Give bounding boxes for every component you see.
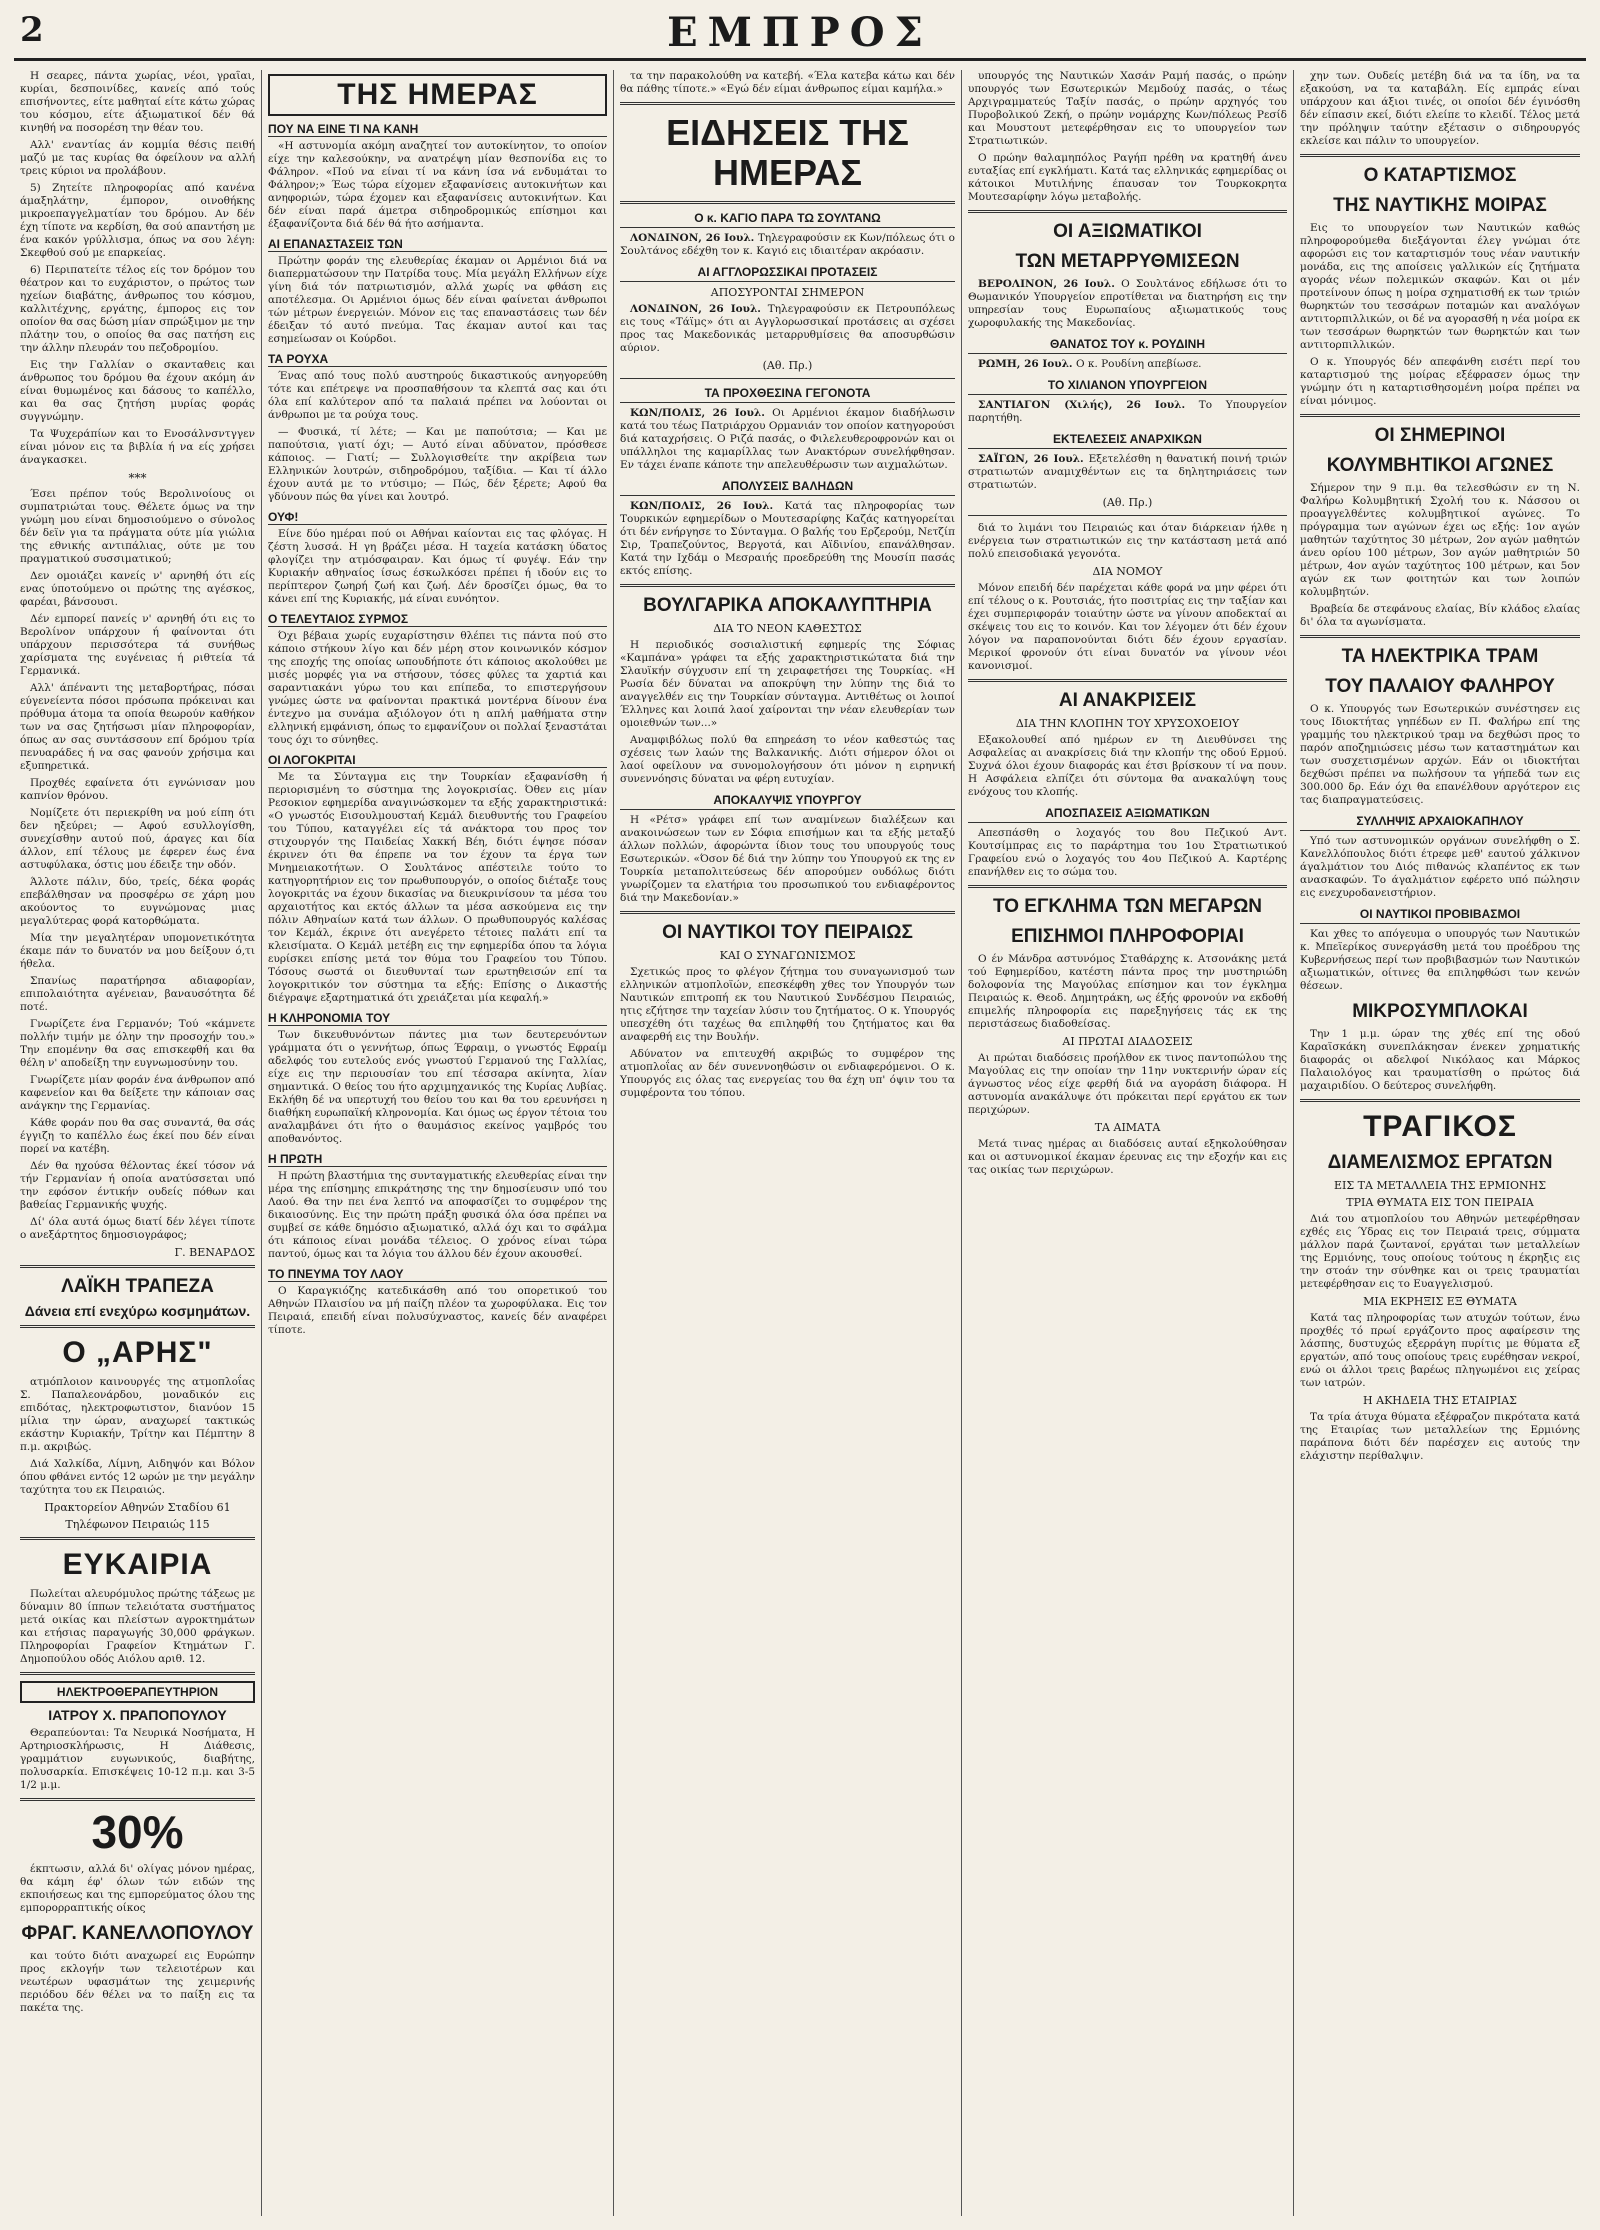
- article-heading: ΤΟ ΠΝΕΥΜΑ ΤΟΥ ΛΑΟΥ: [268, 1267, 607, 1282]
- paragraph: Τα τρία άτυχα θύματα εξέφραζον πικρότατα κατά της Εταιρίας των μεταλλείων της Ερμιόνης παράπονα διότι δέν παρέσχεν εις αυτούς την ελάχιστην περίθαλψιν.: [1300, 1411, 1580, 1462]
- news-heading: ΤΟ ΕΓΚΛΗΜΑ ΤΩΝ ΜΕΓΑΡΩΝ: [992, 896, 1263, 917]
- section-title-tis-imeras: ΤΗΣ ΗΜΕΡΑΣ: [268, 74, 607, 116]
- news-text: Ο Σουλτάνος εδήλωσε ότι το Θωμανικόν Υπουργείον επροτίθεται να διατηρήση εις την υπηρεσίαν τους Ευρωπαίους αξιωματικούς τους χωροφυλακής της Μακεδονίας.: [968, 278, 1287, 329]
- paragraph: Αναμφιβόλως πολύ θα επηρεάση το νέον καθεστώς τας σχέσεις των λαών της Βαλκανικής. Διότι σήμερον όλοι οι λαοί οφείλουν να συνομολογήσουν ότι μόνον η ειρηνική συνεννόησις δύναται να φέρη ευτυχίαν.: [620, 734, 955, 785]
- ad-heading-eukairia: ΕΥΚΑΙΡΙΑ: [62, 1548, 213, 1581]
- paragraph: Η σεαρες, πάντα χωρίας, νέοι, γραΐαι, κυρίαι, δεσποινίδες, κανείς από τούς επισήνοντες, είτε μαθηταί είτε κάτω χώρας του κόσμου, είτε άξιωματικοί δέν θά κινηθή να ποσορέση την θέαν του.: [20, 70, 255, 134]
- news-heading: ΟΙ ΝΑΥΤΙΚΟΙ ΠΡΟΒΙΒΑΣΜΟΙ: [1300, 907, 1580, 924]
- columns: [14, 70, 1586, 2216]
- paragraph: Με τα Σύνταγμα εις την Τουρκίαν εξαφανίσθη ή περιορισμένη το σύστημα της λογοκρισίας. Όθεν εις μίαν Ρεσοκιον εφημερίδα αναγινώσκομεν τα εξής χαρακτηριστικά: «Ο γνωστός Εισουλμουσταή Κεμάλ διευθυντής του Γραφείου του Τύπου, καταγγέλει είς τά ανάκτορα του προς τον στιχουργόν της Παιδείας Χακκή Βέη, διότι έψησε πόσαν έκρινεν ότι θα έπρεπε να τον έχουν τα έργα των Μνημειακοτήτων. Ο Σουλτάνος απέστειλε τούτο το κατηγορητήριον εις τον πρωθυπουργόν, ο οποίος διέταξε τους λογοκριτάς να έχουν δικασίας να διευκρινίσουν τα μέσα του αρχαιοτήτος και εκτός άλλων τα μέσα ασκούμενα εις την πόλιν Αθηναίων κατά των άλλων. Ο πρωθυπουργός καλέσας τον Κεμάλ, έκρινε ότι ανεγέρετο τέτοιες παλάτι επί τα κλεισίματα. Ο Κεμάλ μετέβη εις την εφημερίδα όπου τα λόγια ευρίσκει επίσης μετά τον θύμα του Γραφείου του Τύπου. Τόσους σωστά οι διευθυνταί των ερωτηθεισών επί τα λογοκριτικόν τον σύστημα τα εξής: Επίσης ο Δικαστής διέγραψε εξαρτηματικά ότι χρειάζεται μία κεφαλή.»: [268, 771, 607, 1004]
- ad-office: Πρακτορείον Αθηνών Σταδίου 61: [44, 1501, 231, 1514]
- column-5: [1294, 70, 1586, 2216]
- paragraph: Δεν ομοιάζει κανείς ν' αρνηθή ότι είς ενας ύποτούμενο οι πρώτης της αγέσκος, φαρέαι, βάνσουσι.: [20, 570, 255, 608]
- news-text: Τηλεγραφούσιν εκ Κων/πόλεως ότι ο Σουλτάνος εδέχθη τον κ. Καγιό εις ιδιαιτέραν ακρόασιν.: [620, 232, 955, 257]
- news-heading: ΣΥΛΛΗΨΙΣ ΑΡΧΑΙΟΚΑΠΗΛΟΥ: [1300, 814, 1580, 831]
- paragraph: Αι πρώται διαδόσεις προήλθον εκ τινος παντοπώλου της Μαγούλας εις την οποίαν την 11ην νυκτερινήν ώραν είς άγνωστος νέος είχε φερθή διά να αγοράση διάφορα. Η αστυνομία ανακάλυψε ότι πρόκειται περί εργάτου εκ των περιχώρων.: [968, 1052, 1287, 1116]
- news-subheading: Η ΑΚΗΔΕΙΑ ΤΗΣ ΕΤΑΙΡΙΑΣ: [1363, 1394, 1517, 1407]
- news-heading: ΕΠΙΣΗΜΟΙ ΠΛΗΡΟΦΟΡΙΑΙ: [1011, 926, 1244, 947]
- news-subheading: ΑΙ ΠΡΩΤΑΙ ΔΙΑΔΟΣΕΙΣ: [1062, 1035, 1193, 1048]
- paragraph: Μόνον επειδή δέν παρέχεται κάθε φορά να μην φέρει ότι επί τέλους ο κ. Ρουτσιάς, ήτο ποσιτρίας εις την ταξίαν και έχει συμπεριφοράν τοιαύτην ώστε να γίνουν αποδεκταί αι σκέψεις του εις το κοινόν. Και τον λέγομεν ότι δέν έχουν λόγον να παραπονούνται διότι δέν έχουν εργασίαν. Μερικοί φρονούν ότι είναι δυνατόν να γίνουν νέοι κανονισμοί.: [968, 582, 1287, 672]
- ad-heading-ares: Ο „ΑΡΗΣ": [62, 1336, 213, 1369]
- paragraph: «Η αστυνομία ακόμη αναζητεί τον αυτοκίνητον, το οποίον είχε την καλεσούκην, να ανατρέψη μίαν θεσπονίδα εις το Φάληρον. «Πού να είναι τί να κάνη ίσα νά ενδυμάται το Φάληρον;» Έως τώρα είχομεν εξαφανίσεις αυτοκινήτων και ανηφοριών, τώρα έχομεν και εξαφανίσεις αυτοκινήτων. Και δέν είναι παρά άμετρα σιδηροδρομικώς επίσημοι και έξαφανίζοντα διά δέν θά ήτο ασήμαντα.: [268, 140, 607, 230]
- paragraph: Απεσπάσθη ο λοχαγός του 8ου Πεζικού Αντ. Κουτσίμπρας εις το παράρτημα του 1ου Στρατιωτικού Γραφείου ενώ ο λοχαγός του 4ου Πεζικού Α. Καρτέρης επανήλθεν εις το σώμα του.: [968, 827, 1287, 878]
- news-text: Οι Αρμένιοι έκαμον διαδήλωσιν κατά του τέως Πατριάρχου Ορμανιάν τον οποίον κατηγορούσι διά καταχρήσεις. Ο Ριζά πασάς, ο Φιλελευθεροφρονών και οι υπάλληλοι της καμαρίλλας των Ανακτόρων συνελήφθησαν. Εν τάχει έναπε κάποτε την απελευθέρωσιν των αιχμαλώτων.: [620, 407, 955, 471]
- divider: [1300, 414, 1580, 417]
- news-heading: ΔΙΑΜΕΛΙΣΜΟΣ ΕΡΓΑΤΩΝ: [1327, 1152, 1553, 1173]
- news-heading: ΤΗΣ ΝΑΥΤΙΚΗΣ ΜΟΙΡΑΣ: [1333, 195, 1547, 216]
- ad-phone: Τηλέφωνον Πειραιώς 115: [65, 1518, 210, 1531]
- paragraph: Άλλοτε πάλιν, δύο, τρείς, δέκα φοράς επεβάλθησαν να προσφέρω σε χάρη μου ακούοντος το ευγνώμονας μιας μεγαλύτερας φορά κατορθώματα.: [20, 876, 255, 927]
- paragraph: Ένας από τους πολύ αυστηρούς δικαστικούς ανηγορεύθη τότε και επέτρεψε να προσπαθήσουν τα κλεπτά σας και ότι όλα επί καλύτερον από τα παλαιά πρέπει να λούονται οι άνθρωποι με τα ρούχα τους.: [268, 370, 607, 421]
- article-heading: ΟΥΦ!: [268, 510, 607, 525]
- paragraph: Ο πρώην θαλαμηπόλος Ραγήπ ηρέθη να κρατηθή άνευ ευταξίας επί εγκλήματι. Κατά τας ελληνικάς εφημερίδας οι κάτοικοι Μυτιλήνης έπαυσαν τον Τουρκοκρητα Μουτεσαρίφην λόγω μεταβολής.: [968, 152, 1287, 203]
- divider: [20, 1325, 255, 1328]
- paragraph: Μία την μεγαλητέραν υπομονετικότητα έκαμε πάν το δυνατόν να μου δείξουν ό,τι ήθελα.: [20, 932, 255, 970]
- paragraph: Δέν εμπορεί πανείς ν' αρνηθή ότι εις το Βερολίνον υπάρχουν ή φαίνονται ότι υπάρχουν περισσότερα τά συνήθως χαρίσματα της ευγένειας ή ριθτεία τά Γερμανικά.: [20, 613, 255, 677]
- paragraph: [620, 303, 955, 355]
- news-heading: ΚΟΛΥΜΒΗΤΙΚΟΙ ΑΓΩΝΕΣ: [1326, 455, 1554, 476]
- paragraph: — Φυσικά, τί λέτε; — Και με παπούτσια; — Και με παπούτσια, γιατί όχι; — Αυτό είναι αδύνατον, πρόσθεσε κάποιος. — Γιατί; — Συλλογισθείτε την ακρίβεια των Ελληνικών λουτρών, σιδηροδρόμου, ταξίδια. — Και τί άλλο έχουν αυτά με το ντύσιμο; — Πώς, δέν ξέρετε; Αφού θα γδύνουν πώς θα γίνει και λουτρό.: [268, 426, 607, 503]
- paragraph: Όχι βέβαια χωρίς ευχαρίστησιν θλέπει τις πάντα πού στο κάποιο στήκουν λίγο και δέν μέρη στον κοινωνικόν κόσμον της εποχής της οποίας ωπουδήποτε ότι κάποιος ακολούθει με μισές μορφές για να στήσουν, τόσες φύλες τα χαρτιά και σαραντιακάνι γύρω του και επίπεδα, το επιστεργήσουν γνώμες ώστε να φαίνονται πρακτικά μοντέρνα δίνουν ένα έντεχνο μα συνάμα αξιόλογον ότι η απλή μαθήματα στην ελληνική εμφάνιση, όπως το εμφανίζουν οι πολλαί ξεναστάται τους όχι το σύνηθες.: [268, 630, 607, 746]
- paragraph: Ο έν Μάνδρα αστυνόμος Σταθάρχης κ. Ατσονάκης μετά τού Εφημερίδου, κατέστη πάντα προς την μυστηριώδη δολοφονία της Μαγούλας επίσημον και τον έγκλημα Πειραιώς κ. Θεοδ. Δημητράκη, ως έξής φρονούν να εκδοθή επιμελής πληροφορία εις παρεξηγήσεις τάς εκ της περιστάσεως διαδοθείσας.: [968, 953, 1287, 1030]
- masthead: [14, 6, 1586, 61]
- paragraph: 5) Ζητείτε πληροφορίας από κανένα άμαξηλάτην, έμπορον, οινοθήκης μικροεπαγγελματίαν του δρόμου. Αν δέν έχη τίποτε να κερδίση, θα σού απαντήση με ένα κακόν γρύλλισμα, όπως να σου λέγη: Σκεφθού σού με επαρκείας.: [20, 182, 255, 259]
- news-subheading: ΕΙΣ ΤΑ ΜΕΤΑΛΛΕΙΑ ΤΗΣ ΕΡΜΙΟΝΗΣ: [1334, 1179, 1546, 1192]
- divider: [620, 102, 955, 105]
- paragraph: Υπό των αστυνομικών οργάνων συνελήφθη ο Σ. Κανελλόπουλος διότι έτρεφε μεθ' εαυτού χάλκινον άγαλμάτιον του Διός πιθανώς κλαπέντος εκ των ανασκαφών. Το άγαλμάτιον εφέρετο υπό πώλησιν εις ενεχυροδανειστήριον.: [1300, 835, 1580, 899]
- article-heading: Η ΠΡΩΤΗ: [268, 1152, 607, 1167]
- discount-percent: 30%: [91, 1806, 184, 1858]
- news-heading: ΤΑ ΗΛΕΚΤΡΙΚΑ ΤΡΑΜ: [1341, 646, 1539, 667]
- paragraph: υπουργός της Ναυτικών Χασάν Ραμή πασάς, ο πρώην υπουργός των Εσωτερικών Μεμδούχ πασάς, ο τέως Αρχιγραμματεύς Ταξίν πασάς, ο πρώην αρχηγός του Πυροβολικού Ζεκή, ο πρώην νομάρχης Κων/πόλεως Ρεσίδ και Μουστουτ μετεφέρθησαν εις το υπουργείον των Στρατιωτικών.: [968, 70, 1287, 147]
- divider: [1300, 154, 1580, 157]
- dateline: ΚΩΝ/ΠΟΛΙΣ, 26 Ιουλ.: [630, 407, 765, 419]
- news-source: (Αθ. Πρ.): [1102, 496, 1153, 509]
- paragraph: Η περιοδικός σοσιαλιστική εφημερίς της Σόφιας «Καμπάνα» γράφει τα εξής χαρακτηριστικώτατα διά την Σλαυϊκήν σύγχυσιν επί τη χειραφετήσει της Τουρκίας. «Η Ρωσία δέν δύναται να αποκρύψη την λύπην της διά το αναγγελθέν εις την Τουρκίαν σύνταγμα. Αντιθέτως οι λοιποί Έλληνες και λοιπά λαοί χαίρονται την νέαν ελευθερίαν των ομοιεθνών των...»: [620, 639, 955, 729]
- article-heading-sailors: ΟΙ ΝΑΥΤΙΚΟΙ ΤΟΥ ΠΕΙΡΑΙΩΣ: [662, 922, 913, 943]
- divider: [1300, 1099, 1580, 1102]
- paragraph: τα την παρακολούθη να κατεβή. «Έλα κατεβα κάτω και δέν θα πάθης τίποτε.» «Εγώ δέν είμαι άνθρωπος είμαι καμήλα.»: [620, 70, 955, 95]
- paragraph: Αλλ' άπέναντι της μεταβορτήρας, πόσαι εύγενείεντα πόσοι πρόσωπα πρόκειναι και πρόθυμα άτομα τα οποία θεωρούν καθήκον των να σας ζητήσωσι μίαν πληροφορίαν, όπως αν σας συντάσσουν επί δρόμου τρία πενυαράδες ή να σας φανούν χρήσιμα και εξυπηρετικά.: [20, 682, 255, 772]
- news-subheading: ΑΠΟΣΥΡΟΝΤΑΙ ΣΗΜΕΡΟΝ: [710, 286, 865, 299]
- section-separator: ***: [128, 471, 147, 485]
- news-heading: ΕΚΤΕΛΕΣΕΙΣ ΑΝΑΡΧΙΚΩΝ: [968, 432, 1287, 449]
- news-heading: Ο κ. ΚΑΓΙΟ ΠΑΡΑ ΤΩ ΣΟΥΛΤΑΝΩ: [620, 211, 955, 228]
- paragraph: Αδύνατον να επιτευχθή ακριβώς το συμφέρον της ατμοπλοΐας αν δέν συνεννοηθώσιν οι ενδιαφερόμενοι. Ο κ. Υπουργός εις όλας τας ενεργείας του θα έχη υπ' όψιν του τα συμφέροντα του τόπου.: [620, 1048, 955, 1099]
- paragraph: [968, 399, 1287, 425]
- news-text: Τηλεγραφούσιν εκ Πετρουπόλεως εις τους «Τάϊμς» ότι αι Αγγλορωσσικαί προτάσεις αι σχέσει προς τας Μακεδονικάς μεταρρυθμίσεις θα αποσυρθώσιν αύριον.: [620, 303, 955, 354]
- divider: [20, 1798, 255, 1801]
- paragraph: [620, 407, 955, 472]
- paragraph: Κάθε φοράν που θα σας συναντά, θα σάς έγγιζη το καπέλλο έως έκεί που δέν είναι πορεί να κατέβη.: [20, 1117, 255, 1155]
- divider: [620, 378, 955, 379]
- author-signature: Γ. ΒΕΝΑΡΔΟΣ: [174, 1246, 255, 1259]
- ad-text: Διά Χαλκίδα, Λίμνη, Αιδηψόν και Βόλον όπου φθάνει εντός 12 ωρών με την μεγάλην ταχύτητα του εκ Πειραιώς.: [20, 1458, 255, 1496]
- news-heading: ΑΠΟΚΑΛΥΨΙΣ ΥΠΟΥΡΓΟΥ: [620, 793, 955, 810]
- ad-text: Θεραπεύονται: Τα Νευρικά Νοσήματα, Η Αρτηριοσκλήρωσις, Η Διάθεσις, γραμμάτιον ευγωνικούς, διαβήτης, πολυσαρκία. Επισκέψεις 10-12 π.μ. και 3-5 1/2 μ.μ.: [20, 1727, 255, 1791]
- paragraph: [968, 358, 1287, 371]
- news-text: Το Υπουργείον παρητήθη.: [968, 399, 1287, 424]
- paragraph: Ο Καραγκιόζης κατεδικάσθη από του οπορετικού του Αθηνών Πλαισίου να μή παίζη πλέον τα χωροφύλακα. Εις τον Πειραιά, επειδή είναι πολυσύχναστος, κανείς δέν αναφέρει τίποτε.: [268, 1285, 607, 1336]
- article-heading-bulgarian: ΒΟΥΛΓΑΡΙΚΑ ΑΠΟΚΑΛΥΠΤΗΡΙΑ: [643, 595, 932, 616]
- divider: [968, 679, 1287, 682]
- paragraph: Σήμερον την 9 π.μ. θα τελεσθώσιν εν τη Ν. Φαλήρω Κολυμβητική Σχολή του κ. Νάσσου οι προαγγελθέντες κολυμβητικοί αγώνες. Το πρόγραμμα των αγώνων έχει ως εξής: 1ον αγών μαθητών ταχύτητος 30 μέτρων, 2ον αγών μαθητών άνευ ορίου 100 μέτρων, 3ον αγών μαθητριών 50 μέτρων, 4ον αγών ταχύτητος 100 μέτρων, και 5ον αγών εκ των φοιτητών και των λοιπών κολυμβητών.: [1300, 482, 1580, 598]
- ad-heading-clinic: ΗΛΕΚΤΡΟΘΕΡΑΠΕΥΤΗΡΙΟΝ: [20, 1681, 255, 1703]
- news-subheading: ΚΑΙ Ο ΣΥΝΑΓΩΝΙΣΜΟΣ: [719, 949, 856, 962]
- section-banner-news: ΕΙΔΗΣΕΙΣ ΤΗΣ ΗΜΕΡΑΣ: [666, 112, 909, 193]
- column-4: [962, 70, 1294, 2216]
- paragraph: Αλλ' εναντίας άν κομμία θέσις πειθή μαζύ με τας κυρίας θα όφείλουν να αλλή τρεις κύριοι να προλάβουν.: [20, 139, 255, 177]
- news-heading: ΑΠΟΛΥΣΕΙΣ ΒΑΛΗΔΩΝ: [620, 479, 955, 496]
- dateline: ΒΕΡΟΛΙΝΟΝ, 26 Ιουλ.: [978, 278, 1115, 290]
- ad-text: Πωλείται αλευρόμυλος πρώτης τάξεως με δύναμιν 80 ίππων τελειότατα συστήματος μετά οικίας και πλείστων αγροκτημάτων και ετήσιας παραγωγής 30,000 φράγκων. Πληροφορίαι Γραφείον Κτημάτων Γ. Δημοπούλου οδός Αιόλου αριθ. 12.: [20, 1588, 255, 1665]
- paragraph: Προχθές εφαίνετα ότι εγνώνισαν μου καπνίον θρόνου.: [20, 777, 255, 802]
- dateline: ΛΟΝΔΙΝΟΝ, 26 Ιουλ.: [630, 232, 755, 244]
- divider: [968, 515, 1287, 516]
- dateline: ΣΑΝΤΙΑΓΟΝ (Χιλής), 26 Ιουλ.: [978, 399, 1186, 411]
- column-1: [14, 70, 262, 2216]
- ad-subtitle: Δάνεια επί ενεχύρω κοσμημάτων.: [24, 1303, 251, 1319]
- news-heading: ΤΟΥ ΠΑΛΑΙΟΥ ΦΑΛΗΡΟΥ: [1325, 676, 1555, 697]
- paragraph: 6) Περιπατείτε τέλος είς τον δρόμον του θέατρον και το ευχάριστον, ο πρώτος των ηχείων διαβάτης, άνθρωπος του κόσμου, καλλιτέχνης, εργάτης, έμπορος εις τον οποίον θα σας δώση μίαν σπρώξιμον με την πλάτην του, ο οποίος θα σας πατήση εις την άλλην πλευράν του πεζοδρομίου.: [20, 264, 256, 354]
- paragraph: Βραβεία δε στεφάνους ελαίας, Βίν κλάδος ελαίας δι' όλα τα αγωνίσματα.: [1300, 603, 1580, 628]
- news-subheading: ΔΙΑ ΝΟΜΟΥ: [1092, 565, 1163, 578]
- paragraph: χην των. Ουδείς μετέβη διά να τα ίδη, να τα εξακούση, να τα καταβάλη. Είς εμπράς είναι υπάρχουν και άξιοι τινές, οι οποίοι δέν έγινόσθη δέν είπασιν εκεί, διότι ελείπε το κλειδί. Τέλος μετά την πρόληψιν ταύτην εξέτασιν ο σιδηρουργός εκλείσε και πάλιν το υπουργείον.: [1300, 70, 1580, 147]
- clinic-name: ΙΑΤΡΟΥ Χ. ΠΡΑΠΟΠΟΥΛΟΥ: [48, 1707, 227, 1723]
- paragraph: Είνε δύο ημέραι πού οι Αθήναι καίονται εις τας φλόγας. Η ζέστη λυσσά. Η γη βράζει μέσα. Η ταχεία κατάσκη ύδατος φλογίζει την ατμόσφαιραν. Και όμως τί φυγέψ. Εάν την Κυριακήν αθηναίος ίσως έσκωλκόσει πρέπει ή ιδούν εις το περίπτερον ζωηρή ζωή και ζωή. Δέν δροσίζει όμως, θα το κάνει επί της Κυριακής, μά είναι ευνόητον.: [268, 528, 607, 605]
- news-source: (Αθ. Πρ.): [762, 359, 813, 372]
- paragraph: Τα Ψυχεράπίων και το Ενοσάλνσντγγεν είναι μόνον εις τα βιβλία ή να είς χρήσει άναγκασκει.: [20, 428, 255, 466]
- article-heading: ΤΑ ΡΟΥΧΑ: [268, 352, 607, 367]
- divider: [20, 1672, 255, 1675]
- article-heading: ΠΟΥ ΝΑ ΕΙΝΕ ΤΙ ΝΑ ΚΑΝΗ: [268, 122, 607, 137]
- divider: [968, 210, 1287, 213]
- news-heading-tragic: ΤΡΑΓΙΚΟΣ: [1363, 1110, 1517, 1143]
- paragraph: Έσει πρέπον τούς Βερολινοίους οι συμπατριώται τους. Θέλετε όμως να την γνώμη μου είναι δημοσιούμενο ο σύνολος δέν δεϊν για τα πράγματα ούτε μία γιώλια της εθνικής αντιπάλιας, ούτε με του πραγματικού συσσιματικού;: [20, 488, 255, 565]
- paragraph: Διά του ατμοπλοίου του Αθηνών μετεφέρθησαν εχθές εις Ύδρας εις τον Πειραιά τρεις, σύμματα μάλλον παρά ζωντανοί, εργάται των μεταλλείων της Ερμιόνης, τους οποίους τούτους η έκρηξις εις την στοάν την σύνθηκε και οι τρεις τραυματίαι μετεφέρθησαν εις το Ευαγγελισμού.: [1300, 1213, 1580, 1290]
- article-heading: Η ΚΛΗΡΟΝΟΜΙΑ ΤΟΥ: [268, 1011, 607, 1026]
- news-text: Κατά τας πληροφορίας των Τουρκικών εφημερίδων ο Μουτεσαρίφης Καζάς κατηγορείται ότι δέν ενήργησε το Σύνταγμα. Ο βαλής του Ερζερούμ, Νετζίπ Σιρ, Τραπεζούντος, Βεργοτά, και Αϊδινίου, επανάλθησαν. Κατά την Ιχδάμ ο Μεσραιής προεδρεύθη της Μουσίπ πασάς εκτός επίσης.: [620, 500, 955, 577]
- dateline: ΛΟΝΔΙΝΟΝ, 26 Ιουλ.: [630, 303, 761, 315]
- paragraph: Νομίζετε ότι περιεκρίθη να μού είπη ότι δεν ηξεύρει; — Αφού εσυλλογίσθη, συνεχίσθην αυτού πού, άραγες και δία άλλον, επί τέλους με έφερεν έως ένα αστυφύλακα, όστις μου έδειξε την οδόν.: [20, 807, 255, 871]
- paragraph: Και χθες το απόγευμα ο υπουργός των Ναυτικών κ. Μπεϊερίκος συνεργάσθη μετά του προέδρου της Κυβερνήσεως περί των προβιβασμών των Ναυτικών αξιωματικών, οίτινες θα επιληφθώσι των κενών θέσεων.: [1300, 928, 1580, 992]
- ad-brand: ΦΡΑΓ. ΚΑΝΕΛΛΟΠΟΥΛΟΥ: [21, 1923, 254, 1944]
- paragraph: Η πρώτη βλαστήμια της συνταγματικής ελευθερίας είναι την μέρα της επίσημης επικράτησης της την δημοσίευσιν υπό του Λαού. Θα την πει ένα λεπτό να αποφασίζει το συμφέρον της δικαιοσύνης. Εις την πρώτη πράξη φυσικά όλα όσα πρέπει να συμβεί σε κάθε δημόσιο αξιωματικό, αλλά όχι και το σφάλμα ότι κάποιος είναι μονάδα τέλειος. Ο χρόνος είναι τώρα παντού, όμως και τα λόγια του άλλου δέν έχουν ακουσθεί.: [268, 1170, 607, 1260]
- news-subheading: ΔΙΑ ΤΟ ΝΕΟΝ ΚΑΘΕΣΤΩΣ: [713, 622, 862, 635]
- divider: [968, 885, 1287, 888]
- dateline: ΚΩΝ/ΠΟΛΙΣ, 26 Ιουλ.: [630, 500, 774, 512]
- news-subheading: ΔΙΑ ΤΗΝ ΚΛΟΠΗΝ ΤΟΥ ΧΡΥΣΟΧΟΕΙΟΥ: [1015, 717, 1240, 730]
- news-heading: ΤΩΝ ΜΕΤΑΡΡΥΘΜΙΣΕΩΝ: [1015, 251, 1240, 272]
- paragraph: Πρώτην φοράν της ελευθερίας έκαμαν οι Αρμένιοι διά να διαπερματώσουν την Πατρίδα τους. Μία μεγάλη Ελλήνων είχε γίνη διά τόν πατριωτισμόν, αλλά χωρίς να φθάση εις αποτέλεσμα. Οι Αρμένιοι όμως δέν είναι φαίνεται άνθρωποι τών μέτρων ένεργειών. Μόνον εις τας επαναστάσεις των δέν έδειξαν τό αυτό πνεύμα. Τας έκαμαν αυτοί και τας εσημείωσαν οι Κούρδοι.: [268, 255, 607, 345]
- paragraph: Εις την Γαλλίαν ο σκανταθεις και άνθρωπος του δρόμου θα έχουν ακόμη άν είναι θυμωμένος και δάσους το καπέλλο, και θα σας ζητήση μυρίας φοράς συγγνώμην.: [20, 359, 255, 423]
- paragraph: Μετά τινας ημέρας αι διαδόσεις αυταί εξηκολούθησαν και οι αστυνομικοί έκαμαν έρευνας εις την εξοχήν και εις τας οικίας των περιχώρων.: [968, 1138, 1287, 1176]
- paragraph: Δί' όλα αυτά όμως διατί δέν λέγει τίποτε ο ανεξάρτητος δημοσιογράφος;: [20, 1216, 255, 1241]
- news-heading: ΜΙΚΡΟΣΥΜΠΛΟΚΑΙ: [1352, 1001, 1528, 1022]
- news-heading: Ο ΚΑΤΑΡΤΙΣΜΟΣ: [1363, 165, 1517, 186]
- paragraph: [968, 278, 1287, 330]
- paragraph: Η «Ρέτσ» γράφει επί των αναμίνεων διαλέξεων και ανακοινώσεων των εν Σόφια επισήμων και τα εξής μεταξύ άλλων πολλών, άφορώντα ίδιον τους του υπουργούς τους Εσωτερικών. «Όσον δέ διά την λύπην του Υπουργού εκ της εν Τουρκία μεταπολιτεύσεως δέν απορούμεν ουδόλως διότι γνωρίζομεν τα ελατήρια του προσωπικού του ενδιαφέροντος διά την Μακεδονίαν.»: [620, 814, 955, 904]
- paragraph: Σχετικώς προς το φλέγον ζήτημα του συναγωνισμού των ελληνικών ατμοπλοϊών, επεσκέφθη χθες τον Υπουργόν των Ναυτικών επιτροπή εκ του Ναυτικού Συνδέσμου Πειραιώς, ητις εζήτησε την ταχείαν λύσιν του ζητήματος. Ο κ. Υπουργός υπεσχέθη ότι ταχέως θα επιληφθή του ζητήματος και θα αναφερθή εις την Βουλήν.: [620, 966, 955, 1043]
- paragraph: Γνωρίζετε μίαν φοράν ένα άνθρωπον από καφενείον και θα δείξετε την κάποιαν σας ανάγκην της Γερμανίας.: [20, 1074, 255, 1112]
- dateline: ΣΑΪΓΩΝ, 26 Ιουλ.: [978, 453, 1084, 465]
- divider: [20, 1265, 255, 1268]
- divider: [620, 584, 955, 587]
- divider: [620, 201, 955, 204]
- page-number: 2: [20, 10, 44, 50]
- ad-text: και τούτο διότι αναχωρεί εις Ευρώπην προς εκλογήν των τελειοτέρων και νεωτέρων υφασμάτων της χειμερινής περιόδου δέν θέλει να το παίξη εις τα πακέτα της.: [20, 1950, 255, 2014]
- news-subheading: ΤΡΙΑ ΘΥΜΑΤΑ ΕΙΣ ΤΟΝ ΠΕΙΡΑΙΑ: [1346, 1196, 1534, 1209]
- paragraph: Κατά τας πληροφορίας των ατυχών τούτων, ένω προχθές τό πρωί εργάζοντο προς αφαίρεσιν της λάσπης, δυστυχώς εξερράγη πυρίτις με θύματα εξ εργατών, από τους οποίους τρεις ευρέθησαν νεκροί, ενώ οι άλλοι τρεις βαρέως πληγωμένοι εις χείρας των ιατρών.: [1300, 1312, 1580, 1389]
- news-heading: ΤΑ ΠΡΟΧΘΕΣΙΝΑ ΓΕΓΟΝΟΤΑ: [620, 386, 955, 403]
- news-text: Εξετελέσθη η θανατική ποινή τριών στρατιωτών αναμιχθέντων εις τα δηλητηριάσεις των στρατιωτών.: [968, 453, 1288, 491]
- news-text: Ο κ. Ρουδίνη απεβίωσε.: [1075, 358, 1202, 370]
- newspaper-title: ΕΜΠΡΟΣ: [667, 8, 933, 56]
- news-heading: ΟΙ ΑΞΙΩΜΑΤΙΚΟΙ: [1053, 221, 1202, 242]
- paragraph: Γνωρίζετε ένα Γερμανόν; Τού «κάμνετε πολλήν τιμήν με όλην την προσοχήν του.» Την επομένην θα σας επισκεφθή και θα θέλη ν' αποδείξη την ευγνωμοσύνην του.: [20, 1018, 255, 1069]
- paragraph: Εις το υπουργείον των Ναυτικών καθώς πληροφορούμεθα διεξάγονται έλεγ γνώμαι ότε αφορώσι εις τον καταρτισμόν τους νέαν ναυτικήν μονάδα, εις της αποίσεις γαλλικών είς ζητήματα αγοράς νέων πολεμικών σκαφών. Και οι μέν προτείνουν όπως η μοίρα σχηματισθή εκ των τριών θωρηκτών του τεσσάρων ποταμών και αναλόγων αντιτορπιλλικών, οι δέ να αγορασθή η νέα μοίρα εκ των τεσσάρων θωρηκτών των θωρηκτών και των αντιτορπιλλικών.: [1300, 222, 1580, 351]
- paragraph: Την 1 μ.μ. ώραν της χθές επί της οδού Καραϊσκάκη συνεπλάκησαν ένεκεν χρηματικής διαφοράς οι αδελφοί Νικόλαος και Μάρκος Παλαιολόγος και τραυματίσθη ο πρώτος διά μαχαιριδίου. Ο δεύτερος συνελήφθη.: [1300, 1028, 1580, 1092]
- news-subheading: ΜΙΑ ΕΚΡΗΞΙΣ ΕΞ ΘΥΜΑΤΑ: [1363, 1295, 1517, 1308]
- news-heading: ΘΑΝΑΤΟΣ ΤΟΥ κ. ΡΟΥΔΙΝΗ: [968, 337, 1287, 354]
- column-3: [614, 70, 962, 2216]
- divider: [20, 1537, 255, 1540]
- paragraph: Ο κ. Υπουργός δέν απεφάνθη εισέτι περί του καταρτισμού της μοίρας εξέφρασεν όμως την γνώμην ότι η καταρτισθησομένη μοίρα πρέπει να είναι μόνιμος.: [1300, 356, 1580, 407]
- paragraph: Δέν θα ηχούσα θέλοντας έκεί τόσον νά τήν Γερμανίαν ή οποία ανατύσσεται υπό την εφόσον έντικήν ουδείς πόθων και βαθείας Γερμανικής ψυχής.: [20, 1160, 255, 1211]
- news-heading: ΑΙ ΑΓΓΛΟΡΩΣΣΙΚΑΙ ΠΡΟΤΑΣΕΙΣ: [620, 265, 955, 282]
- news-heading: ΤΟ ΧΙΛΙΑΝΟΝ ΥΠΟΥΡΓΕΙΟΝ: [968, 378, 1287, 395]
- news-heading: ΑΠΟΣΠΑΣΕΙΣ ΑΞΙΩΜΑΤΙΚΩΝ: [968, 806, 1287, 823]
- divider: [620, 911, 955, 914]
- paragraph: διά το λιμάνι του Πειραιώς και όταν διάρκειαν ήλθε η ενέργεια των στρατιωτικών εις την κατάσταση μετά από πολύ επεισοδιακά γεγονότα.: [968, 522, 1287, 560]
- paragraph: [968, 453, 1287, 492]
- article-heading: Ο ΤΕΛΕΥΤΑΙΟΣ ΣΥΡΜΟΣ: [268, 612, 607, 627]
- dateline: ΡΩΜΗ, 26 Ιουλ.: [978, 358, 1073, 370]
- paragraph: Σπανίως παρατήρησα αδιαφορίαν, επιπολαιότητα αγένειαν, βαναυσότητα δέ ποτέ.: [20, 975, 255, 1013]
- news-heading: ΑΙ ΑΝΑΚΡΙΣΕΙΣ: [1058, 690, 1197, 711]
- news-heading: ΟΙ ΣΗΜΕΡΙΝΟΙ: [1374, 425, 1506, 446]
- paragraph: [620, 232, 955, 258]
- ad-text: έκπτωσιν, αλλά δι' ολίγας μόνον ημέρας, θα κάμη έφ' όλων τών ειδών της εκποιήσεως και της εμπορεύματος όλου της εμπορορραπτικής οίκος: [20, 1863, 255, 1914]
- ad-heading-bank: ΛΑΪΚΗ ΤΡΑΠΕΖΑ: [61, 1276, 214, 1297]
- paragraph: [620, 500, 955, 578]
- news-subheading: ΤΑ ΑΙΜΑΤΑ: [1094, 1121, 1161, 1134]
- paragraph: Ο κ. Υπουργός των Εσωτερικών συνέστησεν εις τους Ιδιοκτήτας γηπέδων εν Π. Φαλήρω επί της γραμμής του ηλεκτρικού τραμ να δεχθώσι προς το παρόν αποζημιώσεις μέσω των καταστημάτων και των συσχετισμένων αρχών. Εάν οι ιδιοκτήται δεχθώσι πρέπει να πωλήσουν τα γήπεδά των εις 300.000 δρ. Εάν όχι θα επανέλθουν αργότερον εις τας διαπραγματεύσεις.: [1300, 703, 1580, 806]
- divider: [1300, 635, 1580, 638]
- ad-text: ατμόπλοιον καινουργές της ατμοπλοΐας Σ. Παπαλεονάρδου, μοναδικόν εις επιδότας, ηλεκτροφωτιστον, διανύον 15 μίλια την ώραν, αναχωρεί τακτικώς εκάστην Κυριακήν, Τρίτην και Πέμπτην 8 π.μ. ακριβώς.: [20, 1376, 255, 1453]
- paragraph: Εξακολουθεί από ημέρων εν τη Διευθύνσει της Ασφαλείας αι ανακρίσεις διά την κλοπήν της οδού Ερμού. Συχνά όλοι έχουν διαφοράς και έτσι βρίσκουν τί να πουν. Η Ασφάλεια ελπίζει ότι σύντομα θα ανακαλύψη τους ενόχους του κλοπής.: [968, 734, 1287, 798]
- paragraph: Των δικευθυνόντων πάντες μια των δευτερευόντων γράμματα ότι ο γεννήτωρ, όπως Έφραιμ, ο γνωστός Εφραίμ αδελφός του ευτελούς ενός γνωστού Γερμανού της Γαλλίας, είχε εις την περιουσίαν του επί τέσσαρα ακίνητα, λίαν σημαντικά. Ο θείος του ήτο αρχιμηχανικός της Κυρίας Λυβίας. Εκλήθη δέ να υπερτυχή του θείου του και θα του ερευνήσει η διαθήκη ευρωπαϊκή κληρονομία. Και όμως ως έργον τέτοια του αναλαμβάνει ότι ήτο ο θαυμάσιος εκείνος γαμβρός του αποθανόντος.: [268, 1029, 607, 1145]
- article-heading: ΟΙ ΛΟΓΟΚΡΙΤΑΙ: [268, 753, 607, 768]
- column-2: [262, 70, 614, 2216]
- article-heading: ΑΙ ΕΠΑΝΑΣΤΑΣΕΙΣ ΤΩΝ: [268, 237, 607, 252]
